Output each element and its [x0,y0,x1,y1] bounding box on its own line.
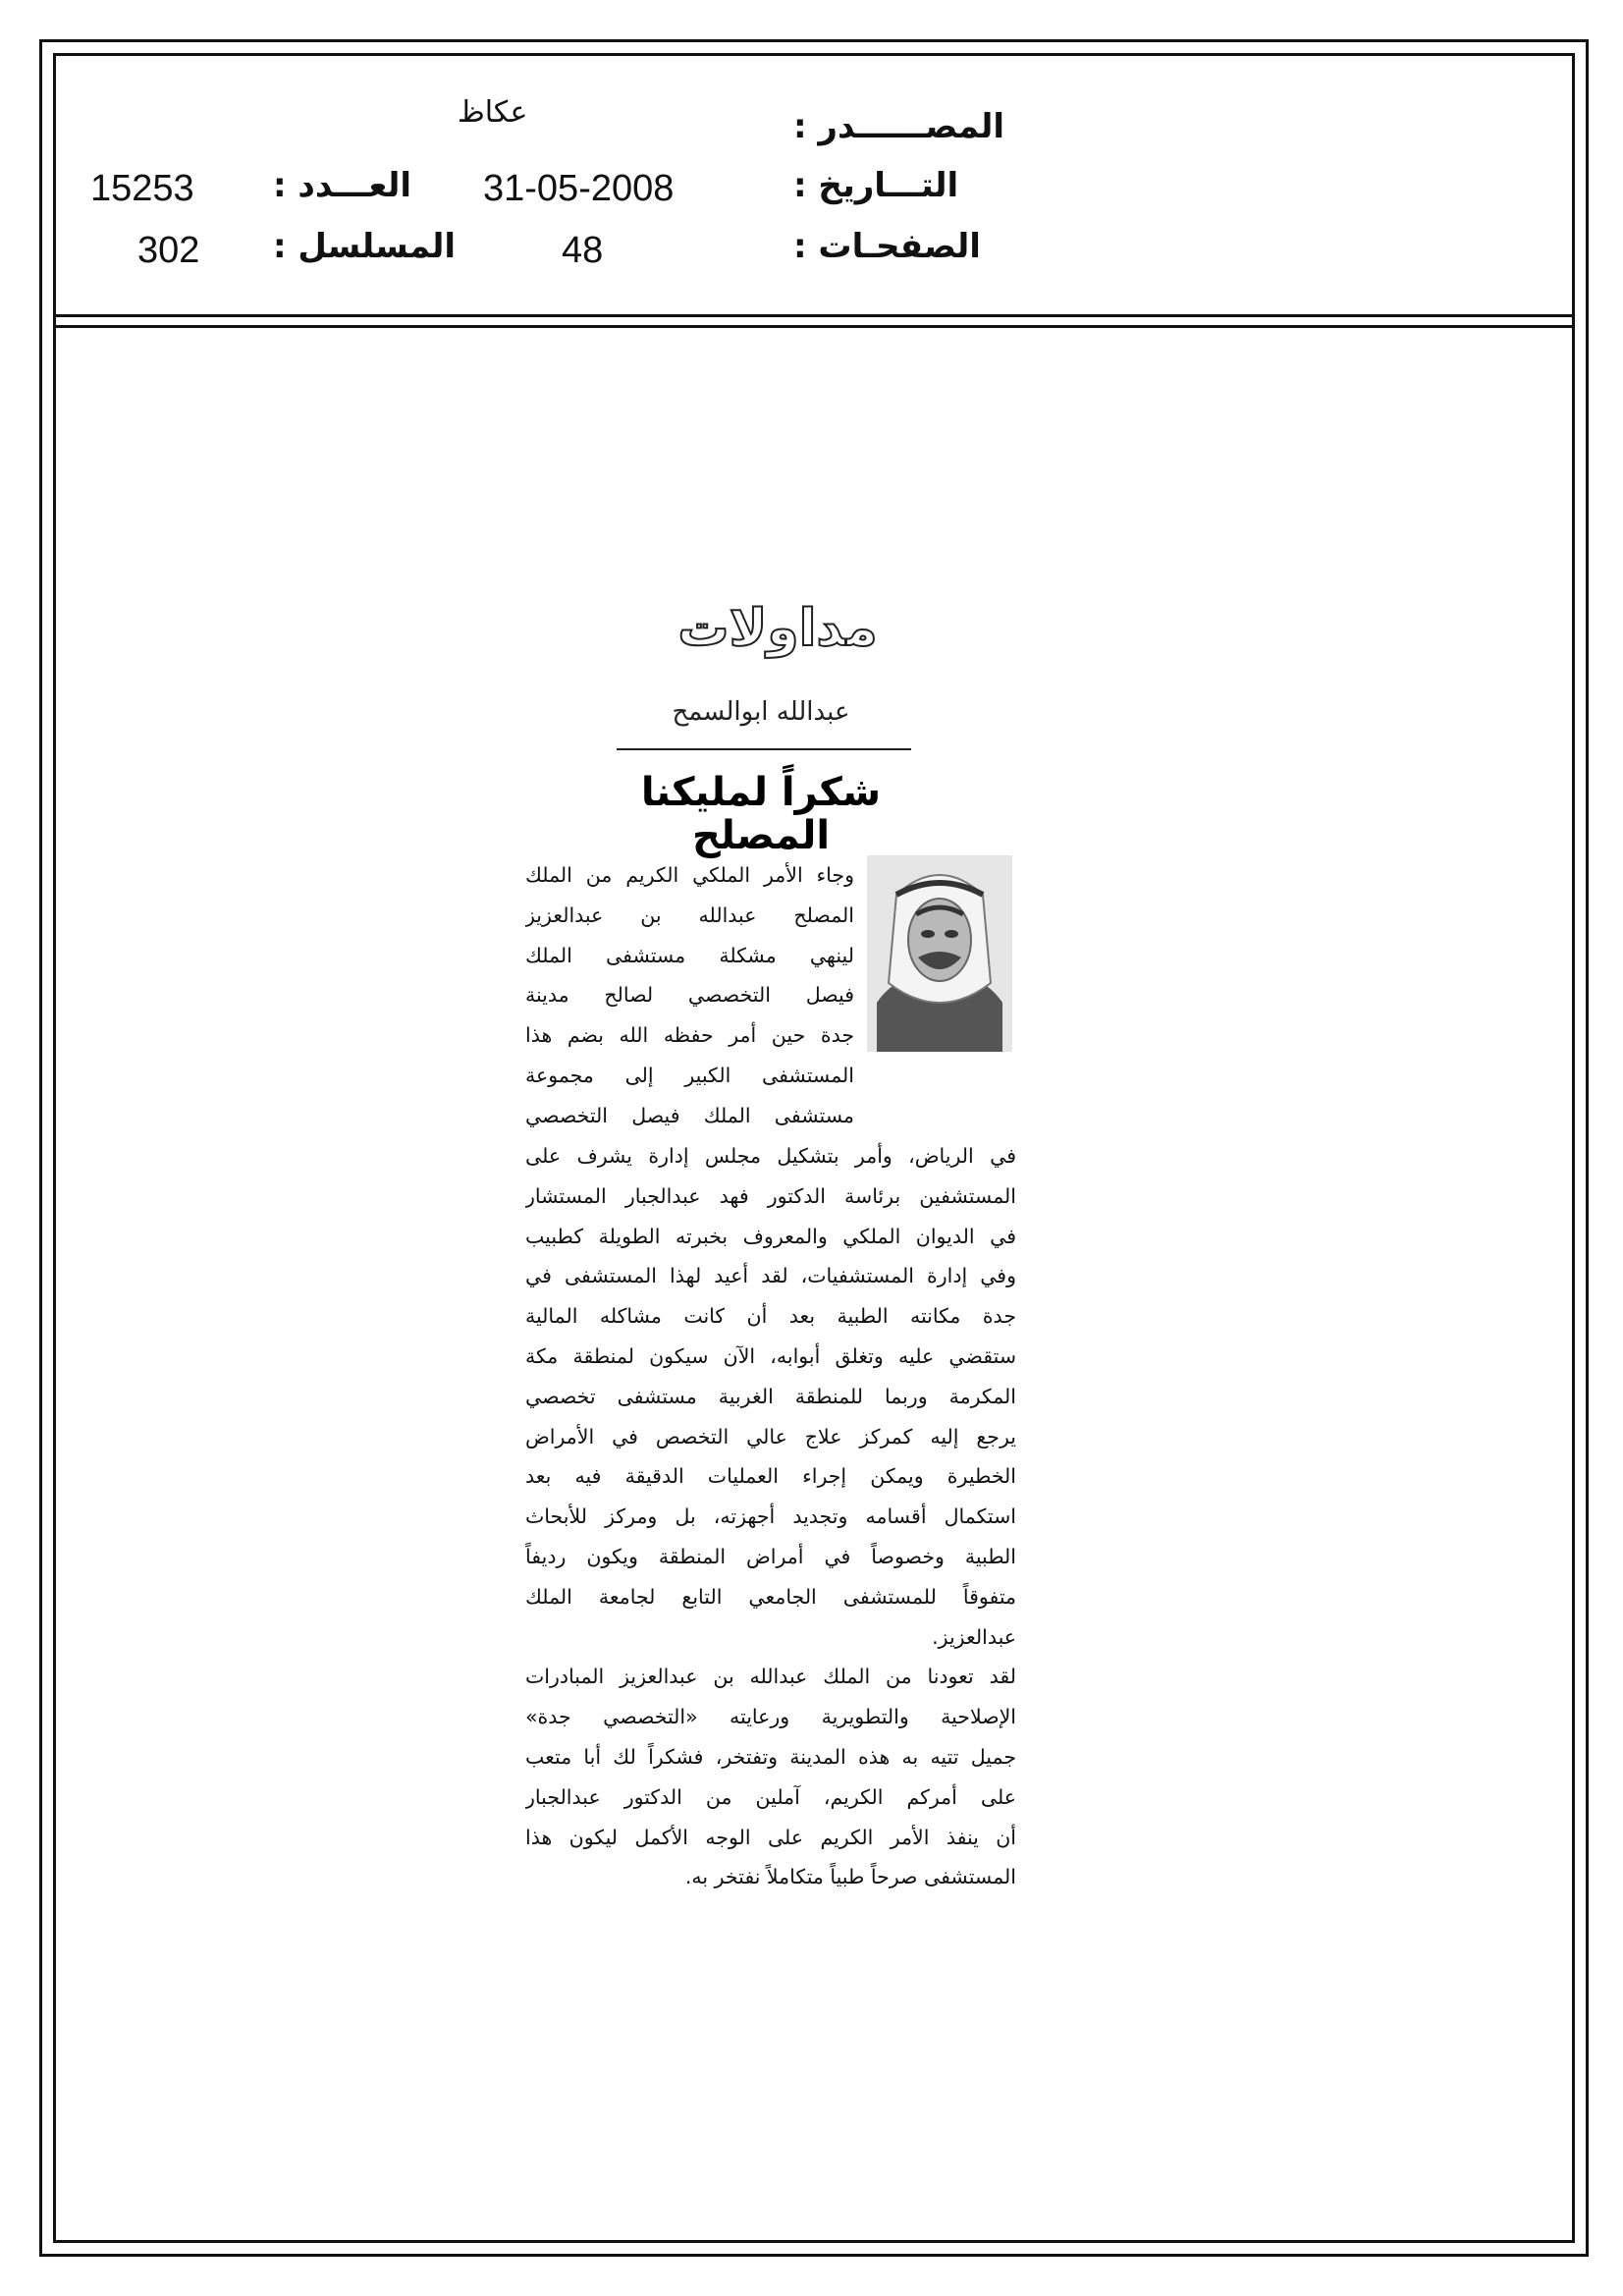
article-text-top [525,855,854,1136]
author-portrait-image [867,855,1012,1052]
article-line: فيصل التخصصي لصالح مدينة [525,983,854,1008]
article-line: متفوقاً للمستشفى الجامعي التابع لجامعة الملك [525,1584,1016,1609]
article-line: المستشفى صرحاً طبياً متكاملاً نفتخر به. [684,1865,1016,1889]
article-line: وجاء الأمر الملكي الكريم من الملك [525,863,854,887]
pages-value: 48 [562,230,604,271]
article-line: المستشفين برئاسة الدكتور فهد عبدالجبار المستشار [525,1183,1016,1208]
article-line: على أمركم الكريم، آملين من الدكتور عبدالجبار [525,1784,1016,1809]
issue-label: العـــدد : [273,166,411,205]
date-value: 31-05-2008 [483,168,675,209]
article-line: جدة حين أمر حفظه الله بضم هذا [525,1023,854,1048]
author-name: عبدالله ابوالسمح [672,697,850,727]
article-headline: شكراً لمليكنا المصلح [640,770,882,858]
header-divider-double [53,325,1575,328]
article-line: المصلح عبدالله بن عبدالعزيز [525,902,854,927]
article-line: أن ينفذ الأمر الكريم على الوجه الأكمل ليكون هذا [525,1825,1016,1849]
article-line: عبدالعزيز. [932,1624,1016,1649]
serial-value: 302 [137,230,200,271]
article-line: لقد تعودنا من الملك عبدالله بن عبدالعزيز المبادرات [525,1665,1016,1689]
source-label: المصــــــدر : [793,107,1005,146]
article-line: المكرمة وربما للمنطقة الغربية مستشفى تخصصي [525,1384,1016,1408]
article-line: في الرياض، وأمر بتشكيل مجلس إدارة يشرف على [525,1144,1016,1168]
article-line: الإصلاحية والتطويرية ورعايته «التخصصي جدة» [525,1705,1016,1729]
date-label: التـــاريخ : [793,166,959,205]
issue-value: 15253 [90,168,194,209]
article-line: مستشفى الملك فيصل التخصصي [525,1103,854,1127]
article-line: جميل تتيه به هذه المدينة وتفتخر، فشكراً لك أبا متعب [525,1744,1016,1769]
article-line: المستشفى الكبير إلى مجموعة [525,1063,854,1087]
article-line: لينهي مشكلة مستشفى الملك [525,943,854,967]
source-value: عكاظ [458,95,528,130]
pages-label: الصفحـات : [793,227,981,266]
title-divider [617,748,911,750]
article-line: وفي إدارة المستشفيات، لقد أعيد لهذا المستشفى في [525,1264,1016,1288]
article-line: الطبية وخصوصاً في أمراض المنطقة ويكون رديفاً [525,1544,1016,1568]
article-line: جدة مكانته الطبية بعد أن كانت مشاكله المالية [525,1304,1016,1329]
article-line: يرجع إليه كمركز علاج عالي التخصص في الأمراض [525,1424,1016,1449]
article-line: استكمال أقسامه وتجديد أجهزته، بل ومركز للأبحاث [525,1504,1016,1529]
header-divider [53,314,1575,317]
article-line: الخطيرة ويمكن إجراء العمليات الدقيقة فيه بعد [525,1464,1016,1489]
article-line: في الديوان الملكي والمعروف بخبرته الطويلة كطبيب [525,1224,1016,1248]
author-photo [867,855,1012,1052]
article-text-body [525,1136,1016,1897]
article-line: ستقضي عليه وتغلق أبوابه، الآن سيكون لمنطقة مكة [525,1343,1016,1368]
column-name: مداولات [677,599,878,658]
serial-label: المسلسل : [273,227,457,266]
